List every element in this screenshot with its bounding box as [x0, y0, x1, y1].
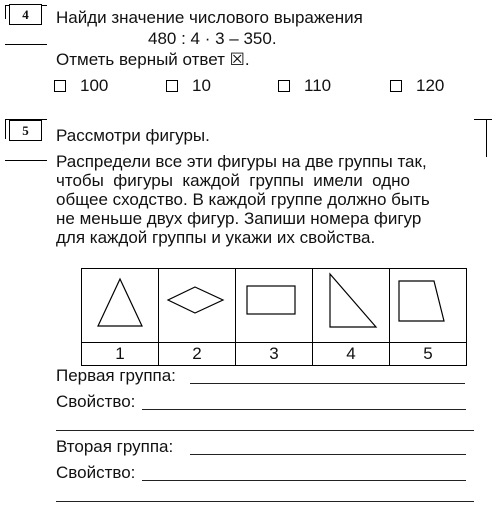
answer-checkbox[interactable]: [166, 80, 178, 92]
triangle-icon: [82, 269, 158, 337]
rectangle-icon: [236, 269, 312, 337]
task5-bottom-rule: [5, 160, 47, 161]
property2-extra-line[interactable]: [56, 501, 474, 502]
task5-paragraph: [56, 152, 430, 247]
figure-label: 3: [236, 343, 313, 366]
group2-answer-line[interactable]: [190, 454, 466, 455]
task5-left-rule: [5, 119, 6, 139]
property2-answer-line[interactable]: [142, 480, 466, 481]
task5-text-line: для каждой группы и укажи их свойства.: [56, 228, 376, 247]
figure-label: 4: [313, 343, 390, 366]
group1-label: Первая группа:: [56, 366, 176, 385]
task4-instruction: Отметь верный ответ ☒.: [56, 50, 250, 69]
property2-label: Свойство:: [56, 463, 136, 482]
task5-number: 5: [9, 120, 42, 141]
answer-checkbox[interactable]: [54, 80, 66, 92]
figures-table: [81, 268, 467, 366]
task5-title: Рассмотри фигуры.: [56, 126, 210, 145]
answer-checkbox[interactable]: [390, 80, 402, 92]
trapezoid-icon: [390, 269, 466, 337]
right-margin-vrule: [486, 119, 487, 157]
task5-text-line: чтобы фигуры каждой группы имели одно: [56, 171, 410, 190]
task5-text-line: не меньше двух фигур. Запиши номера фигур: [56, 209, 422, 228]
answer-option-label: 100: [80, 76, 109, 95]
task5-text-line: Распредели все эти фигуры на две группы так,: [56, 152, 427, 171]
figure-cell-4: [313, 269, 390, 343]
task5-text-line: общее сходство. В каждой группе должно быть: [56, 190, 430, 209]
task4-left-rule: [5, 5, 6, 19]
rhombus-icon: [159, 269, 235, 337]
right-triangle-icon: [313, 269, 389, 337]
answer-option-2[interactable]: [166, 76, 211, 96]
answer-option-label: 10: [192, 76, 211, 95]
figure-cell-3: [236, 269, 313, 343]
figure-label: 2: [159, 343, 236, 366]
task4-bottom-rule: [5, 44, 47, 45]
property1-label: Свойство:: [56, 392, 136, 411]
task4-title: Найди значение числового выражения: [56, 8, 363, 27]
property1-answer-line[interactable]: [142, 409, 466, 410]
group1-answer-line[interactable]: [190, 383, 465, 384]
task4-number: 4: [9, 4, 42, 25]
figure-cell-1: [82, 269, 159, 343]
answer-checkbox[interactable]: [278, 80, 290, 92]
group2-label: Вторая группа:: [56, 437, 174, 456]
figure-cell-2: [159, 269, 236, 343]
figure-label: 1: [82, 343, 159, 366]
answer-option-label: 120: [416, 76, 445, 95]
answer-option-3[interactable]: [278, 76, 331, 96]
answer-option-4[interactable]: [390, 76, 444, 96]
right-margin-rule: [474, 119, 492, 120]
answer-option-1[interactable]: [54, 76, 108, 96]
task4-expression: 480 : 4 · 3 – 350.: [148, 29, 277, 48]
answer-option-label: 110: [304, 76, 332, 95]
property1-extra-line[interactable]: [56, 430, 474, 431]
figure-cell-5: [390, 269, 467, 343]
figure-label: 5: [390, 343, 467, 366]
